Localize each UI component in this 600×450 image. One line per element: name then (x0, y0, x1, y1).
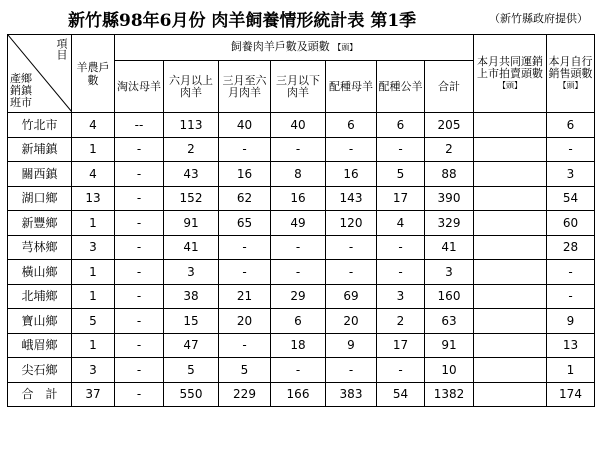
cell-breedF: - (326, 358, 377, 383)
cell-region: 芎林鄉 (8, 235, 72, 260)
cell-under3: 18 (271, 333, 326, 358)
cell-breedF: 69 (326, 284, 377, 309)
col-auction-unit: 【頭】 (498, 80, 522, 90)
cell-under3: 29 (271, 284, 326, 309)
cell-breedF: - (326, 235, 377, 260)
cell-region: 關西鎮 (8, 162, 72, 187)
cell-households: 3 (72, 358, 115, 383)
col-auction-label: 本月共同運銷上市拍賣頭數 (477, 54, 543, 80)
cell-under3: - (271, 260, 326, 285)
cell-over6: 15 (164, 309, 219, 334)
sub-header-breed-female: 配種母羊 (326, 61, 377, 113)
cell-total: 88 (425, 162, 474, 187)
sub-header-over6: 六月以上肉羊 (164, 61, 219, 113)
cell-under3: 16 (271, 186, 326, 211)
cell-self: 174 (547, 382, 595, 407)
cell-breedF: 20 (326, 309, 377, 334)
cell-total: 205 (425, 113, 474, 138)
cell-region: 寶山鄉 (8, 309, 72, 334)
cell-auction (474, 211, 547, 236)
cell-auction (474, 186, 547, 211)
cell-under3: 49 (271, 211, 326, 236)
cell-self: 1 (547, 358, 595, 383)
cell-total: 2 (425, 137, 474, 162)
cell-total: 10 (425, 358, 474, 383)
cell-total: 329 (425, 211, 474, 236)
cell-under3: 40 (271, 113, 326, 138)
cell-self: 6 (547, 113, 595, 138)
cell-self: 60 (547, 211, 595, 236)
col-self-label: 本月自行銷售頭數 (548, 54, 593, 80)
cell-households: 1 (72, 284, 115, 309)
cell-auction (474, 284, 547, 309)
title-bar (40, 4, 600, 30)
table-row (8, 260, 595, 285)
cell-total: 41 (425, 235, 474, 260)
cell-under3: 6 (271, 309, 326, 334)
cell-breedM: 3 (377, 284, 425, 309)
cell-breedM: - (377, 358, 425, 383)
cell-self: - (547, 284, 595, 309)
cell-cull: - (115, 260, 164, 285)
cell-m3to6: - (219, 235, 271, 260)
cell-cull: - (115, 358, 164, 383)
source-note: （新竹縣政府提供） (489, 12, 588, 25)
cell-households: 4 (72, 113, 115, 138)
cell-auction (474, 309, 547, 334)
cell-breedM: - (377, 260, 425, 285)
cell-self: 13 (547, 333, 595, 358)
cell-auction (474, 382, 547, 407)
cell-over6: 3 (164, 260, 219, 285)
cell-m3to6: 40 (219, 113, 271, 138)
group-label: 飼養肉羊戶數及頭數 (230, 40, 330, 54)
cell-self: 28 (547, 235, 595, 260)
cell-cull: - (115, 333, 164, 358)
table-row (8, 235, 595, 260)
cell-breedF: 383 (326, 382, 377, 407)
cell-total: 91 (425, 333, 474, 358)
cell-breedM: 5 (377, 162, 425, 187)
cell-breedF: 16 (326, 162, 377, 187)
cell-under3: - (271, 235, 326, 260)
cell-self: 9 (547, 309, 595, 334)
cell-region: 合 計 (8, 382, 72, 407)
total-row (8, 382, 595, 407)
table-row (8, 186, 595, 211)
cell-total: 160 (425, 284, 474, 309)
cell-cull: - (115, 137, 164, 162)
corner-label-item: 項目 (55, 38, 68, 60)
cell-region: 橫山鄉 (8, 260, 72, 285)
col-auction (474, 35, 547, 113)
cell-region: 北埔鄉 (8, 284, 72, 309)
table-body (8, 113, 595, 407)
table-row (8, 137, 595, 162)
corner-header-cell (8, 35, 72, 113)
cell-cull: - (115, 309, 164, 334)
cell-under3: 8 (271, 162, 326, 187)
cell-under3: - (271, 137, 326, 162)
statistics-table (7, 34, 595, 407)
cell-auction (474, 358, 547, 383)
cell-m3to6: 20 (219, 309, 271, 334)
cell-breedM: 54 (377, 382, 425, 407)
cell-breedF: 6 (326, 113, 377, 138)
col-self-unit: 【頭】 (558, 80, 583, 90)
col-households: 羊農戶數 (72, 35, 115, 113)
cell-over6: 47 (164, 333, 219, 358)
cell-total: 1382 (425, 382, 474, 407)
cell-over6: 38 (164, 284, 219, 309)
cell-cull: - (115, 162, 164, 187)
cell-cull: - (115, 186, 164, 211)
cell-breedM: 17 (377, 186, 425, 211)
cell-breedF: 9 (326, 333, 377, 358)
cell-auction (474, 235, 547, 260)
cell-self: - (547, 260, 595, 285)
cell-m3to6: 21 (219, 284, 271, 309)
cell-over6: 2 (164, 137, 219, 162)
sub-header-breed-male: 配種公羊 (377, 61, 425, 113)
cell-breedM: 4 (377, 211, 425, 236)
cell-auction (474, 162, 547, 187)
cell-households: 1 (72, 211, 115, 236)
sub-header-cull: 淘汰母羊 (115, 61, 164, 113)
table-row (8, 284, 595, 309)
cell-cull: - (115, 211, 164, 236)
cell-total: 63 (425, 309, 474, 334)
col-self-sales (547, 35, 595, 113)
sub-header-under3: 三月以下肉羊 (271, 61, 326, 113)
cell-region: 竹北市 (8, 113, 72, 138)
cell-breedM: 2 (377, 309, 425, 334)
cell-households: 3 (72, 235, 115, 260)
cell-households: 1 (72, 333, 115, 358)
cell-m3to6: - (219, 333, 271, 358)
cell-households: 1 (72, 137, 115, 162)
cell-over6: 113 (164, 113, 219, 138)
cell-over6: 5 (164, 358, 219, 383)
cell-auction (474, 260, 547, 285)
corner-label-region: 產鄉銷鎮班市 (10, 72, 32, 109)
table-row (8, 162, 595, 187)
cell-auction (474, 333, 547, 358)
cell-region: 新豐鄉 (8, 211, 72, 236)
cell-over6: 152 (164, 186, 219, 211)
cell-m3to6: 65 (219, 211, 271, 236)
cell-self: 54 (547, 186, 595, 211)
cell-breedM: 6 (377, 113, 425, 138)
cell-households: 5 (72, 309, 115, 334)
group-header (115, 35, 474, 61)
cell-over6: 91 (164, 211, 219, 236)
cell-cull: - (115, 284, 164, 309)
cell-cull: - (115, 382, 164, 407)
cell-m3to6: 16 (219, 162, 271, 187)
cell-under3: - (271, 358, 326, 383)
cell-region: 峨眉鄉 (8, 333, 72, 358)
cell-under3: 166 (271, 382, 326, 407)
cell-region: 尖石鄉 (8, 358, 72, 383)
cell-households: 37 (72, 382, 115, 407)
cell-region: 湖口鄉 (8, 186, 72, 211)
cell-breedM: - (377, 235, 425, 260)
cell-m3to6: - (219, 137, 271, 162)
cell-cull: - (115, 235, 164, 260)
cell-region: 新埔鎮 (8, 137, 72, 162)
cell-households: 4 (72, 162, 115, 187)
cell-breedF: 120 (326, 211, 377, 236)
cell-auction (474, 113, 547, 138)
cell-households: 13 (72, 186, 115, 211)
cell-total: 3 (425, 260, 474, 285)
cell-m3to6: 5 (219, 358, 271, 383)
cell-over6: 43 (164, 162, 219, 187)
table-row (8, 358, 595, 383)
page-title: 新竹縣98年6月份 肉羊飼養情形統計表 第1季 (68, 11, 417, 31)
cell-m3to6: - (219, 260, 271, 285)
cell-self: - (547, 137, 595, 162)
cell-breedF: - (326, 260, 377, 285)
cell-self: 3 (547, 162, 595, 187)
cell-total: 390 (425, 186, 474, 211)
table-row (8, 211, 595, 236)
cell-breedF: 143 (326, 186, 377, 211)
cell-auction (474, 137, 547, 162)
cell-breedM: 17 (377, 333, 425, 358)
cell-cull: -- (115, 113, 164, 138)
cell-over6: 550 (164, 382, 219, 407)
cell-households: 1 (72, 260, 115, 285)
table-row (8, 333, 595, 358)
group-unit: 【頭】 (333, 43, 358, 53)
table-row (8, 113, 595, 138)
sub-header-3to6: 三月至六月肉羊 (219, 61, 271, 113)
sub-header-total: 合計 (425, 61, 474, 113)
cell-m3to6: 62 (219, 186, 271, 211)
cell-breedF: - (326, 137, 377, 162)
cell-m3to6: 229 (219, 382, 271, 407)
table-row (8, 309, 595, 334)
cell-breedM: - (377, 137, 425, 162)
cell-over6: 41 (164, 235, 219, 260)
